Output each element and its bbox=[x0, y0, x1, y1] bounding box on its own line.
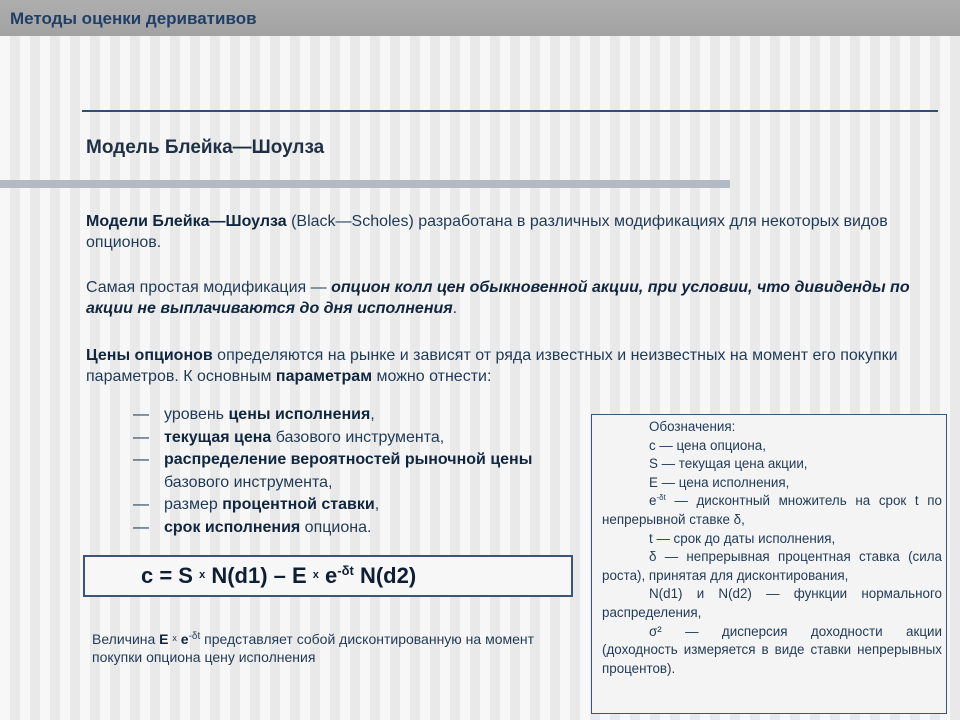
page-title: Методы оценки деривативов bbox=[10, 9, 257, 28]
multiply-sign: x bbox=[199, 569, 206, 581]
legend-item-s: S — текущая цена акции, bbox=[649, 456, 808, 472]
paragraph-option-prices bbox=[86, 345, 946, 387]
list-item-post: базового инструмента, bbox=[271, 428, 445, 446]
list-item-post: , bbox=[370, 406, 375, 423]
list-dash: — bbox=[133, 451, 149, 468]
notation-legend bbox=[591, 414, 947, 714]
parameters-list bbox=[133, 404, 593, 539]
list-item-post: базового инструмента, bbox=[164, 473, 333, 491]
list-dash: — bbox=[133, 406, 149, 423]
legend-disc-sup: -δt bbox=[656, 493, 666, 503]
decorative-band bbox=[0, 180, 730, 188]
list-item-bold: срок исполнения bbox=[164, 518, 301, 536]
legend-disc-base: e bbox=[649, 493, 657, 509]
prices-text-end: можно отнести: bbox=[372, 368, 492, 385]
formula-part: c = S bbox=[141, 563, 200, 588]
formula-part: e bbox=[318, 563, 338, 588]
note-e: E bbox=[159, 631, 169, 647]
formula-part: N(d1) – E bbox=[205, 563, 313, 588]
title-bar bbox=[0, 0, 960, 36]
list-item-post: опциона. bbox=[300, 518, 372, 536]
intro-text: (Black—Scholes) разработана в различных модификациях для некоторых видов опционов. bbox=[86, 213, 888, 251]
list-item-post: , bbox=[374, 496, 380, 513]
legend-item-n: N(d1) и N(d2) — функции нормального распределения, bbox=[602, 586, 942, 620]
legend-disc-text: — дисконтный множитель на срок t по непрерывной ставке δ, bbox=[602, 493, 942, 527]
note-post: представляет собой дисконтированную на момент покупки опциона цену исполнения bbox=[92, 631, 535, 665]
list-dash: — bbox=[133, 518, 149, 536]
list-item-pre: размер bbox=[164, 496, 223, 513]
multiply-sign: x bbox=[312, 569, 319, 581]
list-item-bold: текущая цена bbox=[164, 428, 272, 446]
legend-item-sigma: σ² — дисперсия доходности акции (доходность измеряется в виде ставки непрерывных процентов). bbox=[602, 623, 942, 676]
parameters-bold: параметрам bbox=[275, 368, 373, 385]
list-item-bold: процентной ставки bbox=[222, 496, 375, 513]
multiply-sign: x bbox=[172, 633, 177, 643]
note-exp-sup: -δt bbox=[188, 631, 201, 642]
simple-tail: . bbox=[452, 300, 458, 317]
list-item bbox=[133, 517, 593, 540]
list-item bbox=[133, 404, 593, 427]
formula-part: N(d2) bbox=[353, 563, 417, 588]
legend-item-e: Е — цена исполнения, bbox=[649, 474, 790, 490]
black-scholes-formula bbox=[141, 563, 416, 589]
legend-title: Обозначения: bbox=[649, 419, 736, 434]
formula-exponent: -δt bbox=[337, 563, 354, 578]
discount-note bbox=[92, 629, 562, 666]
list-dash: — bbox=[133, 428, 149, 446]
divider-line bbox=[82, 110, 938, 112]
legend-item-c: с — цена опциона, bbox=[649, 437, 766, 453]
legend-item-t: t — срок до даты исполнения, bbox=[649, 530, 836, 546]
list-item-pre: уровень bbox=[164, 406, 229, 423]
legend-item-delta: δ — непрерывная процентная ставка (сила роста), принятая для дисконтирования, bbox=[602, 549, 942, 583]
list-item bbox=[133, 427, 593, 450]
list-item bbox=[133, 449, 593, 494]
note-exp-base: e bbox=[180, 631, 189, 647]
list-item-bold: цены исполнения bbox=[228, 406, 371, 423]
prices-text: определяются на рынке и зависят от ряда известных и неизвестных на момент его покупки параметров. К основным bbox=[86, 347, 898, 385]
simple-emphasis: опцион колл цен обыкновенной акции, при условии, что дивиденды по акции не выплачиваются до дня исполнения bbox=[86, 279, 910, 317]
note-pre: Величина bbox=[92, 631, 160, 647]
paragraph-simple-modification bbox=[86, 277, 946, 319]
paragraph-intro bbox=[86, 211, 946, 253]
slide-subtitle: Модель Блейка—Шоулза bbox=[86, 137, 325, 158]
intro-bold: Модели Блейка—Шоулза bbox=[86, 213, 287, 230]
list-item bbox=[133, 494, 593, 517]
list-dash: — bbox=[133, 496, 149, 513]
legend-item-discount bbox=[602, 492, 942, 529]
formula-box bbox=[83, 555, 573, 597]
simple-lead: Самая простая модификация — bbox=[86, 279, 332, 296]
prices-bold: Цены опционов bbox=[86, 347, 213, 364]
list-item-bold: распределение вероятностей рыночной цены bbox=[164, 451, 533, 468]
